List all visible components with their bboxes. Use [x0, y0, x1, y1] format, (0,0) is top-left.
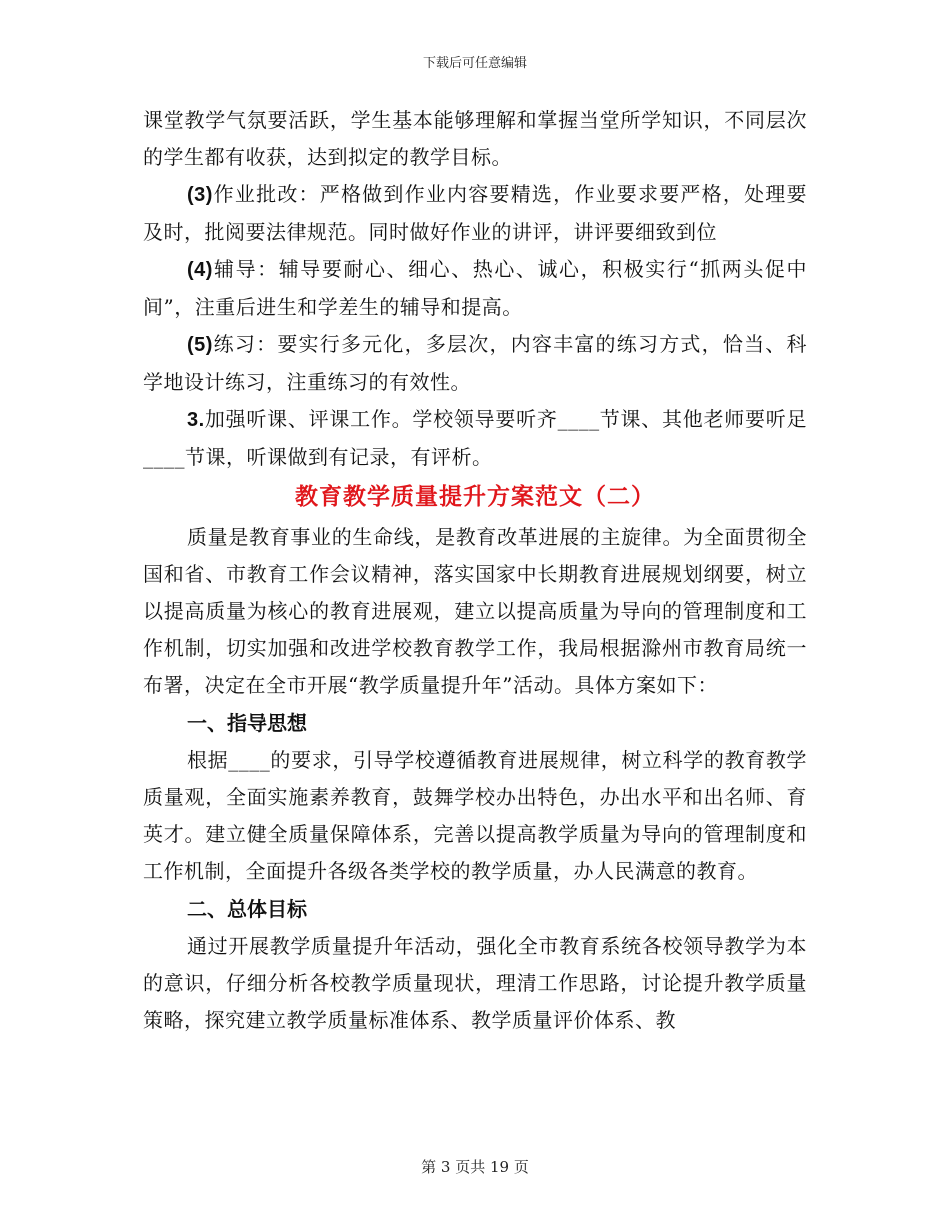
item-number: (4)	[187, 259, 213, 281]
page-footer: 第 3 页共 19 页	[421, 1158, 529, 1176]
paragraph-homework	[143, 176, 807, 251]
item-number: (3)	[187, 184, 213, 206]
heading-overall-goals: 二、总体目标	[187, 897, 307, 921]
paragraph-lesson-observation	[143, 401, 807, 476]
document-body	[143, 102, 807, 1039]
heading-guiding-ideology: 一、指导思想	[187, 711, 307, 735]
paragraph-text: 练习：要实行多元化，多层次，内容丰富的练习方式，恰当、科学地设计练习，注重练习的有效性。	[143, 332, 807, 394]
item-number: 3.	[187, 409, 205, 431]
paragraph-text: 辅导：辅导要耐心、细心、热心、诚心，积极实行“抓两头促中间”，注重后进生和学差生的辅导和提高。	[143, 257, 807, 319]
paragraph-text: 加强听课、评课工作。学校领导要听齐____节课、其他老师要听足____节课，听课做到有记录，有评析。	[143, 407, 807, 469]
page-header: 下载后可任意编辑	[422, 56, 527, 71]
paragraph-practice	[143, 326, 807, 401]
paragraph-text: 作业批改：严格做到作业内容要精选，作业要求要严格，处理要及时，批阅要法律规范。同时做好作业的讲评，讲评要细致到位	[143, 182, 807, 244]
paragraph-guiding-ideology: 根据____的要求，引导学校遵循教育进展规律，树立科学的教育教学质量观，全面实施素养教育，鼓舞学校办出特色，办出水平和出名师、育英才。建立健全质量保障体系，完善以提高教学质量为导向的管理制度和工作机制，全面提升各级各类学校的教学质量，办人民满意的教育。	[143, 748, 807, 883]
paragraph-tutoring	[143, 251, 807, 326]
paragraph-continued: 课堂教学气氛要活跃，学生基本能够理解和掌握当堂所学知识，不同层次的学生都有收获，达到拟定的教学目标。	[143, 108, 807, 169]
item-number: (5)	[187, 334, 213, 356]
section-intro: 质量是教育事业的生命线，是教育改革进展的主旋律。为全面贯彻全国和省、市教育工作会议精神，落实国家中长期教育进展规划纲要，树立以提高质量为核心的教育进展观，建立以提高质量为导向的管理制度和工作机制，切实加强和改进学校教育教学工作，我局根据滁州市教育局统一布署，决定在全市开展“教学质量提升年”活动。具体方案如下：	[143, 525, 807, 697]
section-title: 教育教学质量提升方案范文（二）	[295, 483, 655, 510]
paragraph-overall-goals: 通过开展教学质量提升年活动，强化全市教育系统各校领导教学为本的意识，仔细分析各校教学质量现状，理清工作思路，讨论提升教学质量策略，探究建立教学质量标准体系、教学质量评价体系、教	[143, 934, 807, 1032]
